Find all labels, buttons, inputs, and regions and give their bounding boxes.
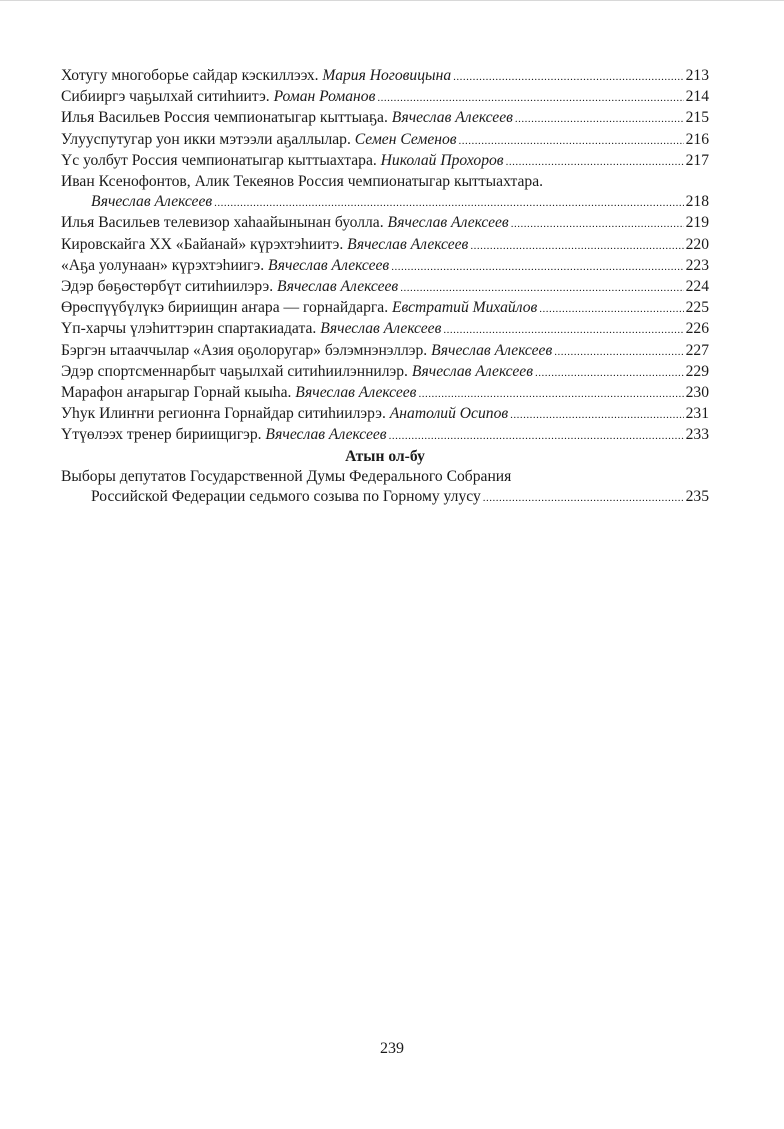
dot-leader	[511, 213, 684, 234]
entry-title: Илья Васильев телевизор хаһаайынынан буолла. Вячеслав Алексеев	[61, 214, 509, 232]
toc-entry	[61, 130, 709, 151]
toc-entry	[61, 341, 709, 362]
entry-page: 227	[685, 341, 709, 359]
entry-title: Хотугу многоборье сайдар кэскиллээх. Мария Ноговицына	[61, 67, 452, 84]
toc-entry	[61, 151, 709, 172]
table-of-contents	[61, 66, 709, 508]
entry-page: 226	[685, 320, 709, 338]
entry-page: 220	[685, 235, 709, 253]
entry-title: Үп-харчы үлэһиттэрин спартакиадата. Вячеслав Алексеев	[61, 320, 442, 338]
dot-leader	[453, 66, 683, 87]
dot-leader	[389, 425, 684, 446]
entry-page: 213	[685, 67, 709, 84]
dot-leader	[510, 404, 683, 425]
entry-title: Иван Ксенофонтов, Алик Текеянов Россия чемпионатыгар кыттыахтара.	[61, 173, 544, 191]
entry-title: Өрөспүүбүлүкэ бириищин аҥара — горнайдарга. Евстратий Михайлов	[61, 299, 538, 317]
dot-leader	[483, 487, 684, 508]
entry-page: 216	[685, 130, 709, 148]
entry-title: Үс уолбут Россия чемпионатыгар кыттыахтара. Николай Прохоров	[61, 151, 504, 169]
entry-page: 229	[685, 362, 709, 380]
entry-page: 219	[685, 214, 709, 232]
dot-leader	[506, 151, 684, 172]
entry-title: Илья Васильев Россия чемпионатыгар кыттыаҕа. Вячеслав Алексеев	[61, 109, 513, 127]
dot-leader	[443, 319, 683, 340]
toc-entry	[61, 319, 709, 340]
entry-page: 214	[685, 88, 709, 106]
toc-entry	[61, 108, 709, 129]
entry-author: Роман Романов	[273, 88, 376, 106]
top-border	[0, 0, 784, 7]
dot-leader	[391, 256, 683, 277]
entry-title: Улууспутугар уон икки мэтээли аҕаллылар. Семен Семенов	[61, 130, 457, 148]
toc-entry	[61, 362, 709, 383]
entry-title-continued: Российской Федерации седьмого созыва по Горному улусу	[91, 488, 481, 506]
dot-leader	[539, 298, 683, 319]
dot-leader	[459, 130, 684, 151]
entry-title: Бэргэн ытааччылар «Азия оҕолоругар» бэлэмнэнэллэр. Вячеслав Алексеев	[61, 341, 553, 359]
toc-entry	[61, 425, 709, 446]
toc-entry	[61, 213, 709, 234]
dot-leader	[554, 341, 683, 362]
entry-author: Вячеслав Алексеев	[411, 362, 533, 380]
dot-leader	[515, 108, 684, 129]
toc-entry	[61, 87, 709, 108]
entry-title: Эдэр спортсменнарбыт чаҕылхай ситиһиилэннилэр. Вячеслав Алексеев	[61, 362, 533, 380]
toc-entry	[61, 66, 709, 87]
entry-title: Марафон аҥарыгар Горнай кыыһа. Вячеслав Алексеев	[61, 384, 417, 402]
entry-title: Кировскайга XX «Байанай» күрэхтэһиитэ. Вячеслав Алексеев	[61, 235, 469, 253]
entry-title: «Аҕа уолунаан» күрэхтэһиигэ. Вячеслав Алексеев	[61, 256, 390, 274]
entry-author: Вячеслав Алексеев	[391, 109, 513, 127]
entry-author: Вячеслав Алексеев	[265, 426, 387, 444]
entry-author: Анатолий Осипов	[389, 405, 509, 423]
entry-page: 225	[685, 299, 709, 317]
page-number: 239	[380, 1040, 404, 1057]
entry-page: 223	[685, 256, 709, 274]
dot-leader	[418, 383, 683, 404]
entry-author: Николай Прохоров	[380, 151, 504, 169]
entry-author: Вячеслав Алексеев	[387, 214, 509, 232]
entry-author: Вячеслав Алексеев	[347, 235, 469, 253]
entry-page: 233	[685, 426, 709, 444]
entry-author: Вячеслав Алексеев	[295, 384, 417, 402]
entry-author: Мария Ноговицына	[322, 67, 452, 84]
entry-page: 224	[685, 278, 709, 296]
entry-title: Уһук Илиҥҥи регионҥа Горнайдар ситиһиилэрэ. Анатолий Осипов	[61, 405, 509, 423]
dot-leader	[377, 87, 683, 108]
entry-author: Вячеслав Алексеев	[91, 193, 213, 211]
entry-page: 215	[685, 109, 709, 127]
entry-author: Семен Семенов	[354, 130, 457, 148]
entry-title: Эдэр бөҕөстөрбүт ситиһиилэрэ. Вячеслав Алексеев	[61, 278, 399, 296]
entry-author: Евстратий Михайлов	[392, 299, 538, 317]
toc-entry	[61, 383, 709, 404]
dot-leader	[400, 277, 683, 298]
entry-page: 231	[685, 405, 709, 423]
toc-entry	[61, 256, 709, 277]
entry-page: 235	[685, 488, 709, 506]
entry-title: Үтүөлээх тренер бириищигэр. Вячеслав Алексеев	[61, 426, 387, 444]
section-heading: Атын ол-бу	[345, 447, 425, 465]
toc-entry	[61, 235, 709, 256]
entry-page: 230	[685, 384, 709, 402]
toc-entry	[61, 277, 709, 298]
dot-leader	[535, 362, 684, 383]
entry-author: Вячеслав Алексеев	[268, 256, 390, 274]
dot-leader	[470, 235, 683, 256]
entry-page: 218	[685, 193, 709, 211]
entry-title: Сибииргэ чаҕылхай ситиһиитэ. Роман Романов	[61, 88, 376, 106]
entry-author: Вячеслав Алексеев	[277, 278, 399, 296]
toc-entry	[61, 404, 709, 425]
toc-entry	[61, 192, 709, 213]
dot-leader	[214, 192, 683, 213]
entry-title: Выборы депутатов Государственной Думы Федерального Собрания	[61, 467, 512, 485]
entry-author: Вячеслав Алексеев	[431, 341, 553, 359]
entry-author: Вячеслав Алексеев	[320, 320, 442, 338]
toc-entry	[61, 487, 709, 508]
toc-entry	[61, 298, 709, 319]
entry-page: 217	[685, 151, 709, 169]
